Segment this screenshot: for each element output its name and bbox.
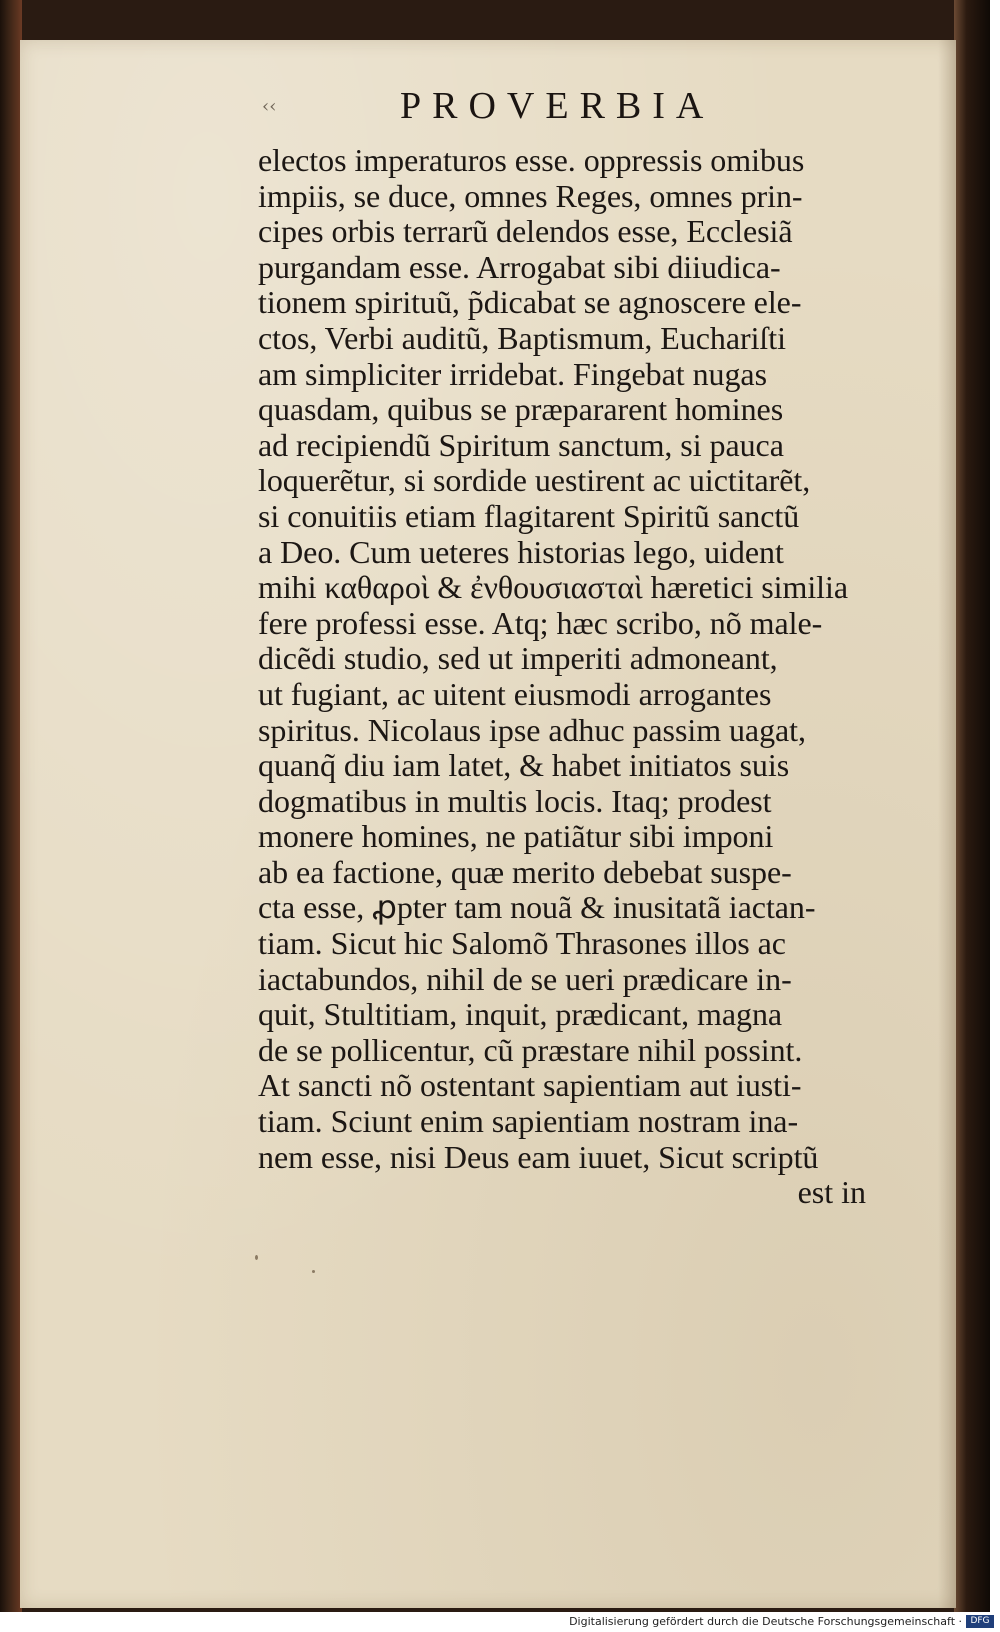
text-line: electos imperaturos esse. oppressis omibus (258, 142, 805, 178)
text-line: impiis, se duce, omnes Reges, omnes prin- (258, 177, 803, 214)
text-line: purgandam esse. Arrogabat sibi diiudica- (258, 248, 781, 285)
text-line: cipes orbis terrarũ delendos esse, Ecclesiã (258, 213, 793, 250)
text-line: ab ea factione, quæ merito debebat suspe- (258, 853, 792, 890)
text-line: loquerẽtur, si sordide uestirent ac uictitarẽt, (258, 462, 811, 499)
paper-speck (312, 1270, 315, 1273)
text-line: ad recipiendũ Spiritum sanctum, si pauca (258, 426, 784, 463)
text-line: quasdam, quibus se præpararent homines (258, 391, 784, 428)
text-line: cta esse, ꝓpter tam nouã & inusitatã iactan- (258, 889, 816, 926)
text-line: fere professi esse. Atq; hæc scribo, nõ male- (258, 604, 823, 641)
text-line: iactabundos, nihil de se ueri prædicare in- (258, 960, 792, 997)
text-line: a Deo. Cum ueteres historias lego, uident (258, 533, 784, 570)
paper-speck (255, 1255, 258, 1260)
text-line: At sancti nõ ostentant sapientiam aut iusti- (258, 1067, 802, 1104)
text-line: monere homines, ne patiãtur sibi imponi (258, 818, 774, 855)
catchword: est in (797, 1174, 866, 1211)
body-text (258, 143, 908, 1211)
corner-mark: ‹‹ (262, 96, 277, 117)
text-line: ut fugiant, ac uitent eiusmodi arrogantes (258, 675, 772, 712)
page-gutter-shadow (938, 40, 956, 1608)
text-line: de se pollicentur, cũ præstare nihil possint. (258, 1031, 803, 1068)
text-line: tiam. Sicut hic Salomõ Thrasones illos ac (258, 925, 786, 962)
text-line: nem esse, nisi Deus eam iuuet, Sicut scriptũ (258, 1138, 819, 1175)
text-line: dicẽdi studio, sed ut imperiti admoneant, (258, 640, 778, 677)
text-line: spiritus. Nicolaus ipse adhuc passim uagat, (258, 711, 806, 748)
footer-bar (0, 1612, 1000, 1632)
text-line: quanq̃ diu iam latet, & habet initiatos suis (258, 747, 790, 784)
text-line: dogmatibus in multis locis. Itaq; prodest (258, 782, 772, 819)
text-line: tiam. Sciunt enim sapientiam nostram ina- (258, 1103, 799, 1140)
text-line: mihi καθαροὶ & ἐνθουσιασταὶ hæretici similia (258, 569, 849, 606)
book-edge-left (0, 0, 22, 1612)
dfg-logo-icon: DFG (966, 1615, 994, 1628)
text-line: si conuitiis etiam flagitarent Spiritũ sanctũ (258, 497, 800, 534)
book-edge-right (954, 0, 990, 1612)
footer-credit: Digitalisierung gefördert durch die Deutsche Forschungsgemeinschaft · (569, 1615, 962, 1628)
text-line: tionem spirituũ, p̃dicabat se agnoscere ele- (258, 284, 802, 321)
text-line: ctos, Verbi auditũ, Baptismum, Euchariſti (258, 319, 786, 356)
running-head: PROVERBIA (400, 85, 715, 127)
text-line: am simpliciter irridebat. Fingebat nugas (258, 355, 767, 392)
text-line: quit, Stultitiam, inquit, prædicant, magna (258, 996, 783, 1033)
